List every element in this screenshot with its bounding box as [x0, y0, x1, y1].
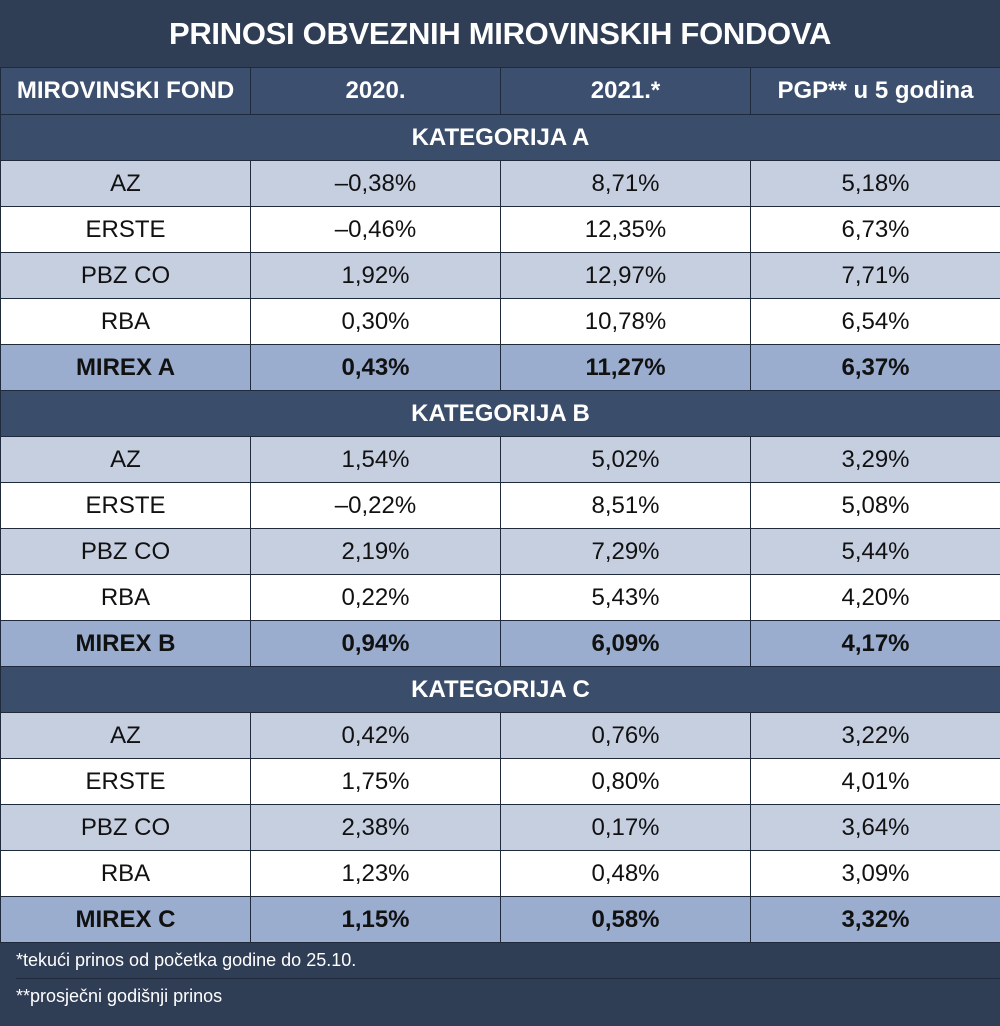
return-2020-cell: 1,23%: [251, 851, 501, 897]
pgp-5y-cell: 3,22%: [751, 713, 1000, 759]
footnotes: [0, 943, 1000, 1014]
return-2021-cell: 0,17%: [501, 805, 751, 851]
fund-row: [1, 207, 1000, 253]
mirex-row: [1, 621, 1000, 667]
return-2020-cell: 1,92%: [251, 253, 501, 299]
return-2021-cell: 11,27%: [501, 345, 751, 391]
return-2020-cell: –0,38%: [251, 161, 501, 207]
returns-table: [0, 67, 1000, 943]
table-body: [1, 115, 1000, 943]
return-2020-cell: 2,38%: [251, 805, 501, 851]
return-2021-cell: 10,78%: [501, 299, 751, 345]
return-2021-cell: 5,02%: [501, 437, 751, 483]
return-2021-cell: 0,58%: [501, 897, 751, 943]
category-row: [1, 115, 1000, 161]
pgp-5y-cell: 3,29%: [751, 437, 1000, 483]
fund-row: [1, 713, 1000, 759]
pgp-5y-cell: 5,08%: [751, 483, 1000, 529]
fund-name-cell: PBZ CO: [1, 805, 251, 851]
return-2020-cell: 0,94%: [251, 621, 501, 667]
fund-name-cell: MIREX B: [1, 621, 251, 667]
category-row: [1, 667, 1000, 713]
pgp-5y-cell: 5,44%: [751, 529, 1000, 575]
fund-row: [1, 299, 1000, 345]
fund-name-cell: PBZ CO: [1, 529, 251, 575]
return-2021-cell: 0,48%: [501, 851, 751, 897]
footnote-average-annual: **prosječni godišnji prinos: [16, 986, 223, 1006]
category-label: KATEGORIJA B: [1, 391, 1000, 437]
pgp-5y-cell: 6,54%: [751, 299, 1000, 345]
return-2021-cell: 12,35%: [501, 207, 751, 253]
fund-name-cell: ERSTE: [1, 483, 251, 529]
fund-row: [1, 253, 1000, 299]
return-2020-cell: 1,15%: [251, 897, 501, 943]
table-title: PRINOSI OBVEZNIH MIROVINSKIH FONDOVA: [168, 16, 832, 51]
fund-name-cell: MIREX C: [1, 897, 251, 943]
fund-name-cell: RBA: [1, 575, 251, 621]
return-2020-cell: 0,43%: [251, 345, 501, 391]
fund-row: [1, 575, 1000, 621]
return-2020-cell: 0,30%: [251, 299, 501, 345]
fund-name-cell: AZ: [1, 713, 251, 759]
pgp-5y-cell: 5,18%: [751, 161, 1000, 207]
fund-name-cell: RBA: [1, 851, 251, 897]
return-2021-cell: 0,80%: [501, 759, 751, 805]
column-header-2020: 2020.: [251, 68, 501, 115]
column-header-2021: 2021.*: [501, 68, 751, 115]
pgp-5y-cell: 7,71%: [751, 253, 1000, 299]
return-2021-cell: 12,97%: [501, 253, 751, 299]
pgp-5y-cell: 3,32%: [751, 897, 1000, 943]
fund-name-cell: MIREX A: [1, 345, 251, 391]
return-2020-cell: 0,22%: [251, 575, 501, 621]
pgp-5y-cell: 4,01%: [751, 759, 1000, 805]
return-2021-cell: 0,76%: [501, 713, 751, 759]
fund-name-cell: ERSTE: [1, 207, 251, 253]
fund-row: [1, 805, 1000, 851]
return-2020-cell: 2,19%: [251, 529, 501, 575]
fund-name-cell: RBA: [1, 299, 251, 345]
header-row: [1, 68, 1000, 115]
category-label: KATEGORIJA C: [1, 667, 1000, 713]
fund-row: [1, 529, 1000, 575]
pgp-5y-cell: 3,09%: [751, 851, 1000, 897]
fund-name-cell: AZ: [1, 437, 251, 483]
return-2020-cell: –0,22%: [251, 483, 501, 529]
fund-name-cell: AZ: [1, 161, 251, 207]
fund-row: [1, 759, 1000, 805]
fund-name-cell: PBZ CO: [1, 253, 251, 299]
category-label: KATEGORIJA A: [1, 115, 1000, 161]
return-2020-cell: –0,46%: [251, 207, 501, 253]
footnote-current-yield: *tekući prinos od početka godine do 25.10.: [16, 943, 1000, 979]
fund-row: [1, 851, 1000, 897]
return-2020-cell: 1,75%: [251, 759, 501, 805]
pgp-5y-cell: 4,17%: [751, 621, 1000, 667]
column-header-fund: MIROVINSKI FOND: [1, 68, 251, 115]
return-2021-cell: 5,43%: [501, 575, 751, 621]
fund-row: [1, 161, 1000, 207]
fund-name-cell: ERSTE: [1, 759, 251, 805]
pgp-5y-cell: 6,37%: [751, 345, 1000, 391]
return-2021-cell: 7,29%: [501, 529, 751, 575]
pgp-5y-cell: 4,20%: [751, 575, 1000, 621]
return-2021-cell: 8,71%: [501, 161, 751, 207]
return-2021-cell: 6,09%: [501, 621, 751, 667]
pgp-5y-cell: 6,73%: [751, 207, 1000, 253]
pgp-5y-cell: 3,64%: [751, 805, 1000, 851]
fund-row: [1, 483, 1000, 529]
column-header-pgp: PGP** u 5 godina: [751, 68, 1000, 115]
mirex-row: [1, 897, 1000, 943]
category-row: [1, 391, 1000, 437]
return-2021-cell: 8,51%: [501, 483, 751, 529]
return-2020-cell: 1,54%: [251, 437, 501, 483]
return-2020-cell: 0,42%: [251, 713, 501, 759]
fund-row: [1, 437, 1000, 483]
mirex-row: [1, 345, 1000, 391]
